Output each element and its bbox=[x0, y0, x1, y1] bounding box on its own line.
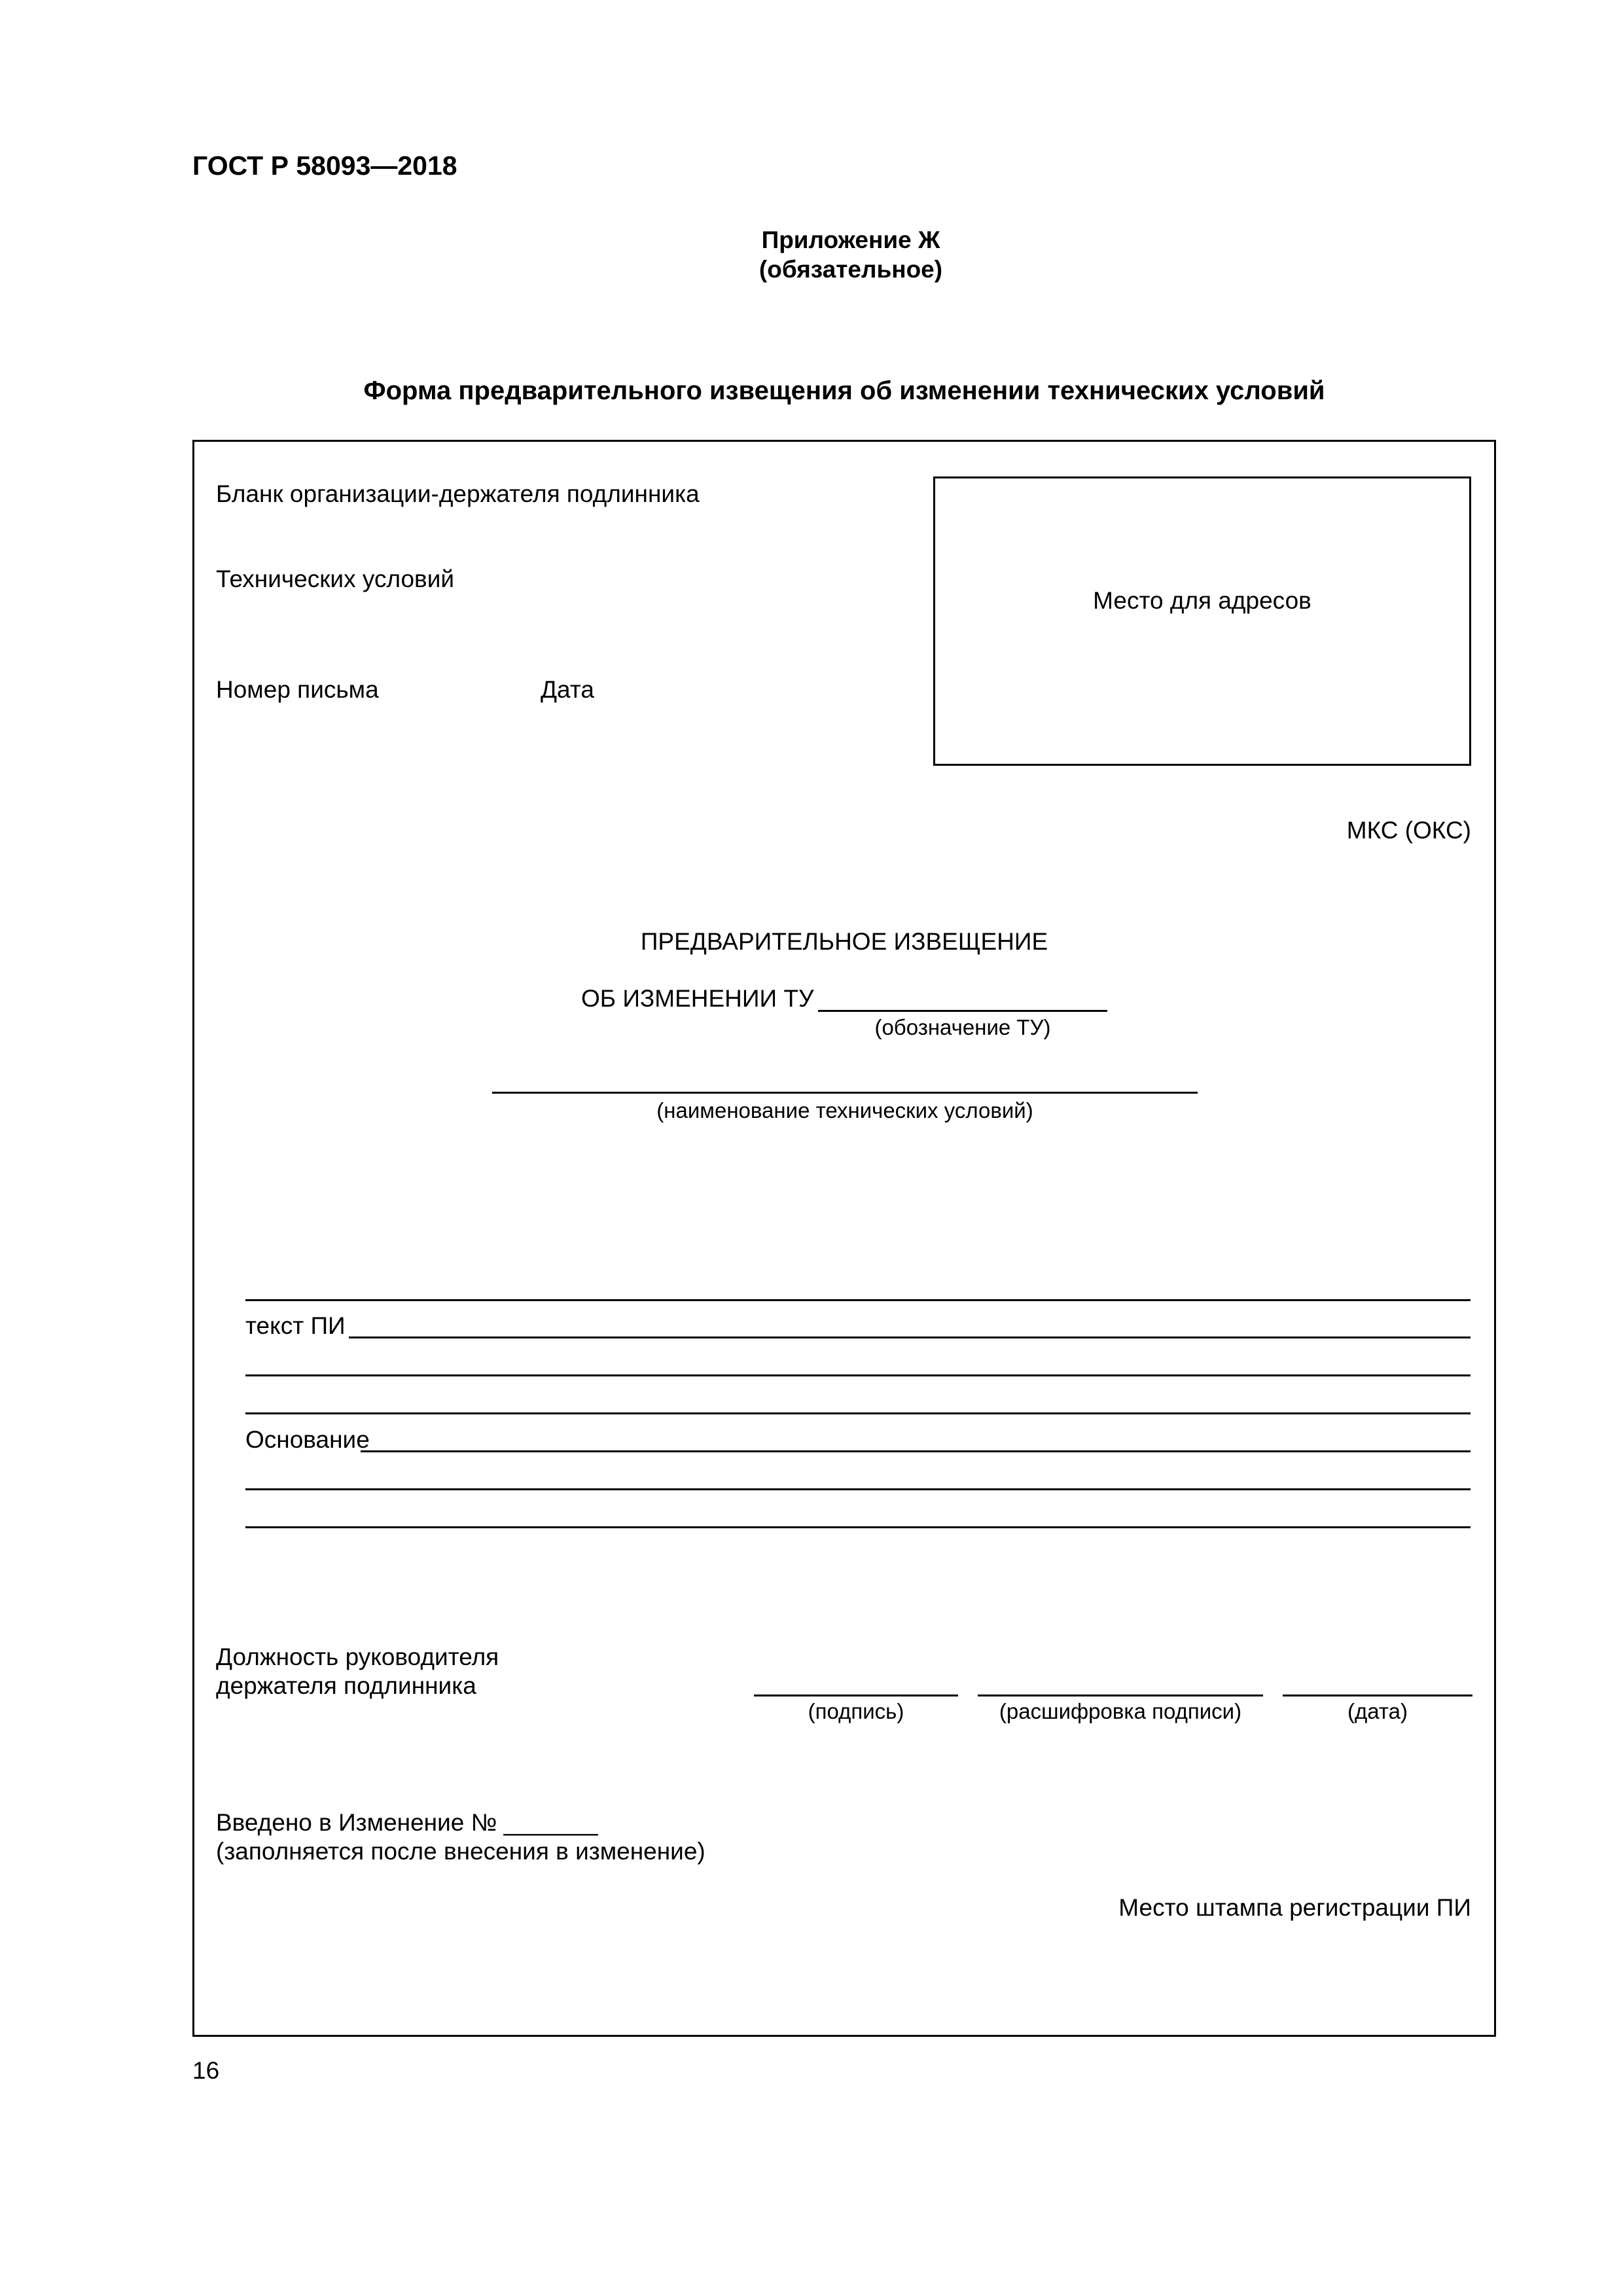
signature-caption: (подпись) bbox=[808, 1699, 904, 1723]
signature-line bbox=[754, 1695, 958, 1696]
filled-after: (заполняется после внесения в изменение) bbox=[216, 1838, 705, 1865]
position-line-2: держателя подлинника bbox=[216, 1672, 476, 1699]
stamp-place: Место штампа регистрации ПИ bbox=[1118, 1894, 1471, 1921]
letter-number-label: Номер письма bbox=[216, 676, 379, 703]
date-label: Дата bbox=[541, 676, 594, 703]
change-prefix: ОБ ИЗМЕНЕНИИ ТУ bbox=[581, 985, 814, 1012]
signature-decode-caption: (расшифровка подписи) bbox=[999, 1699, 1242, 1723]
address-box bbox=[933, 476, 1471, 766]
tech-conditions-label: Технических условий bbox=[216, 565, 455, 592]
tu-designation-caption: (обозначение ТУ) bbox=[874, 1015, 1051, 1039]
tu-name-line bbox=[492, 1092, 1198, 1094]
appendix-status: (обязательное) bbox=[758, 256, 943, 283]
date-line bbox=[1283, 1695, 1472, 1696]
introduced-in: Введено в Изменение № _______ bbox=[216, 1809, 598, 1836]
text-line-2 bbox=[245, 1374, 1471, 1376]
text-label: текст ПИ bbox=[245, 1312, 346, 1339]
notice-title: ПРЕДВАРИТЕЛЬНОЕ ИЗВЕЩЕНИЕ bbox=[640, 928, 1048, 955]
position-line-1: Должность руководителя bbox=[216, 1643, 499, 1670]
address-box-label: Место для адресов bbox=[1093, 587, 1311, 614]
date-caption: (дата) bbox=[1347, 1699, 1408, 1723]
text-line-3 bbox=[245, 1412, 1471, 1414]
basis-line-3 bbox=[245, 1526, 1471, 1528]
signature-decode-line bbox=[978, 1695, 1263, 1696]
text-line-1 bbox=[349, 1336, 1471, 1338]
basis-label: Основание bbox=[245, 1426, 370, 1453]
page-number: 16 bbox=[192, 2057, 220, 2084]
text-line-0 bbox=[245, 1299, 1471, 1301]
basis-line-1 bbox=[361, 1450, 1471, 1452]
tu-name-caption: (наименование технических условий) bbox=[656, 1098, 1033, 1122]
appendix-title: Приложение Ж bbox=[761, 226, 940, 253]
form-title: Форма предварительного извещения об изменении технических условий bbox=[363, 376, 1325, 405]
basis-line-2 bbox=[245, 1488, 1471, 1490]
mks-label: МКС (ОКС) bbox=[1346, 817, 1471, 844]
standard-id: ГОСТ Р 58093—2018 bbox=[192, 151, 457, 181]
tu-designation-line bbox=[818, 1010, 1107, 1012]
org-blank-label: Бланк организации-держателя подлинника bbox=[216, 480, 700, 507]
